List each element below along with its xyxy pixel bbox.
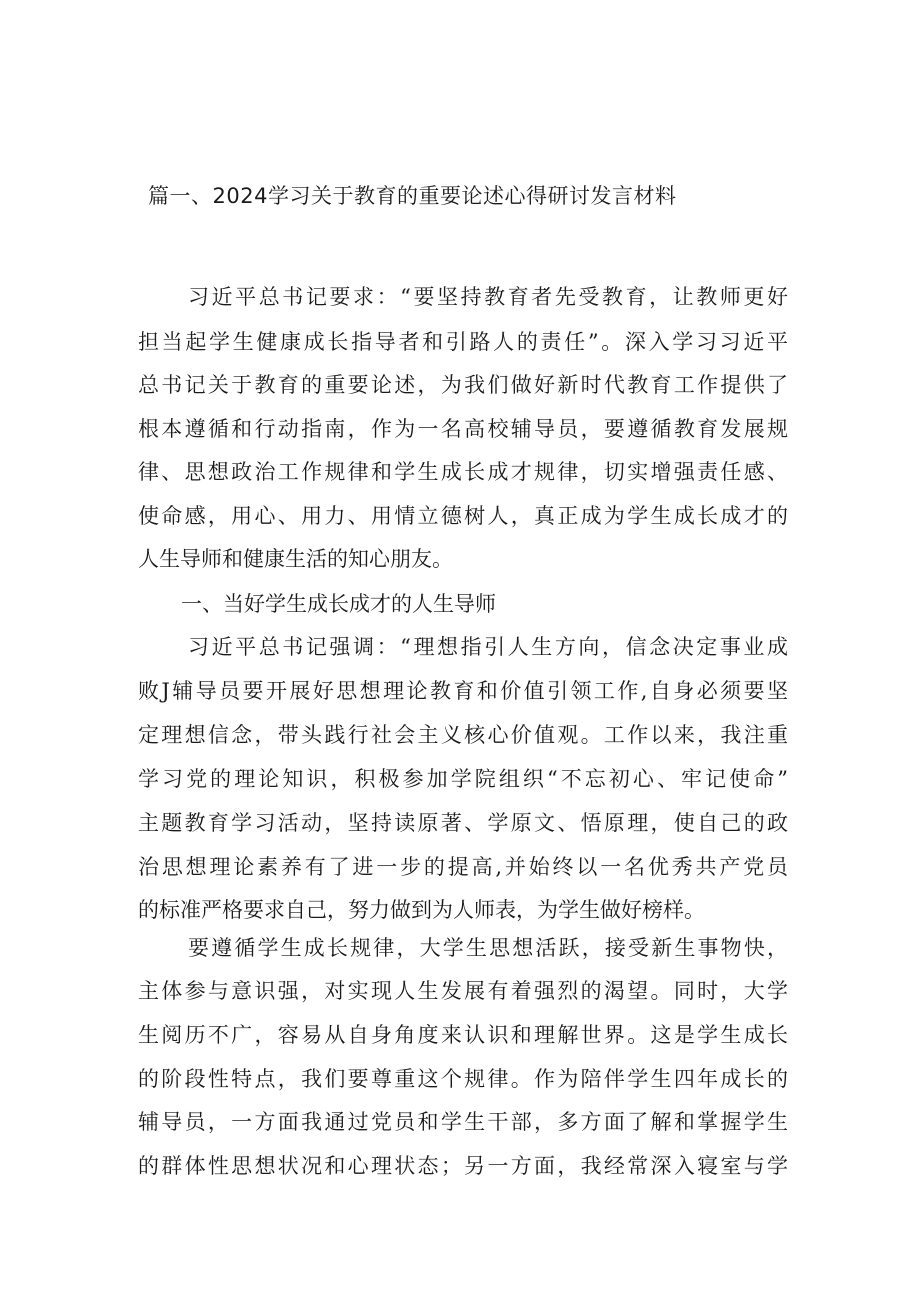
- paragraph-1-line-3: 总书记关于教育的重要论述，为我们做好新时代教育工作提供了: [138, 373, 788, 397]
- paragraph-3-line-1: 要遵循学生成长规律，大学生思想活跃，接受新生事物快，: [188, 936, 788, 960]
- document-title: 篇一、2024学习关于教育的重要论述心得研讨发言材料: [148, 184, 677, 208]
- paragraph-2-line-1: 习近平总书记强调：“理想指引人生方向，信念决定事业成: [188, 635, 788, 659]
- paragraph-3-line-4: 的阶段性特点，我们要尊重这个规律。作为陪伴学生四年成长的: [138, 1067, 788, 1091]
- paragraph-1-line-6: 使命感，用心、用力、用情立德树人，真正成为学生成长成才的: [138, 504, 788, 528]
- paragraph-1-line-4: 根本遵循和行动指南，作为一名高校辅导员，要遵循教育发展规: [138, 417, 788, 441]
- paragraph-1-line-5: 律、思想政治工作规律和学生成长成才规律，切实增强责任感、: [138, 460, 788, 484]
- paragraph-2-line-3: 定理想信念，带头践行社会主义核心价值观。工作以来，我注重: [138, 723, 788, 747]
- paragraph-2-line-7: 的标准严格要求自己，努力做到为人师表，为学生做好榜样。: [138, 898, 705, 922]
- paragraph-1-line-7: 人生导师和健康生活的知心朋友。: [138, 547, 453, 571]
- paragraph-2-line-5: 主题教育学习活动，坚持读原著、学原文、悟原理，使自己的政: [138, 811, 788, 835]
- paragraph-2-line-6: 治思想理论素养有了进一步的提高,并始终以一名优秀共产党员: [138, 855, 788, 879]
- section-heading-1: 一、当好学生成长成才的人生导师: [181, 592, 496, 616]
- paragraph-2-line-2: 败J辅导员要开展好思想理论教育和价值引领工作,自身必须要坚: [138, 679, 788, 703]
- paragraph-3-line-3: 生阅历不广，容易从自身角度来认识和理解世界。这是学生成长: [138, 1023, 788, 1047]
- paragraph-1-line-2: 担当起学生健康成长指导者和引路人的责任”。深入学习习近平: [138, 330, 788, 354]
- paragraph-3-line-6: 的群体性思想状况和心理状态；另一方面，我经常深入寝室与学: [138, 1154, 788, 1178]
- paragraph-3-line-5: 辅导员，一方面我通过党员和学生干部，多方面了解和掌握学生: [138, 1110, 788, 1134]
- paragraph-2-line-4: 学习党的理论知识，积极参加学院组织“不忘初心、牢记使命”: [138, 767, 788, 791]
- paragraph-3-line-2: 主体参与意识强，对实现人生发展有着强烈的渴望。同时，大学: [138, 979, 788, 1003]
- paragraph-1-line-1: 习近平总书记要求：“要坚持教育者先受教育，让教师更好: [188, 285, 788, 309]
